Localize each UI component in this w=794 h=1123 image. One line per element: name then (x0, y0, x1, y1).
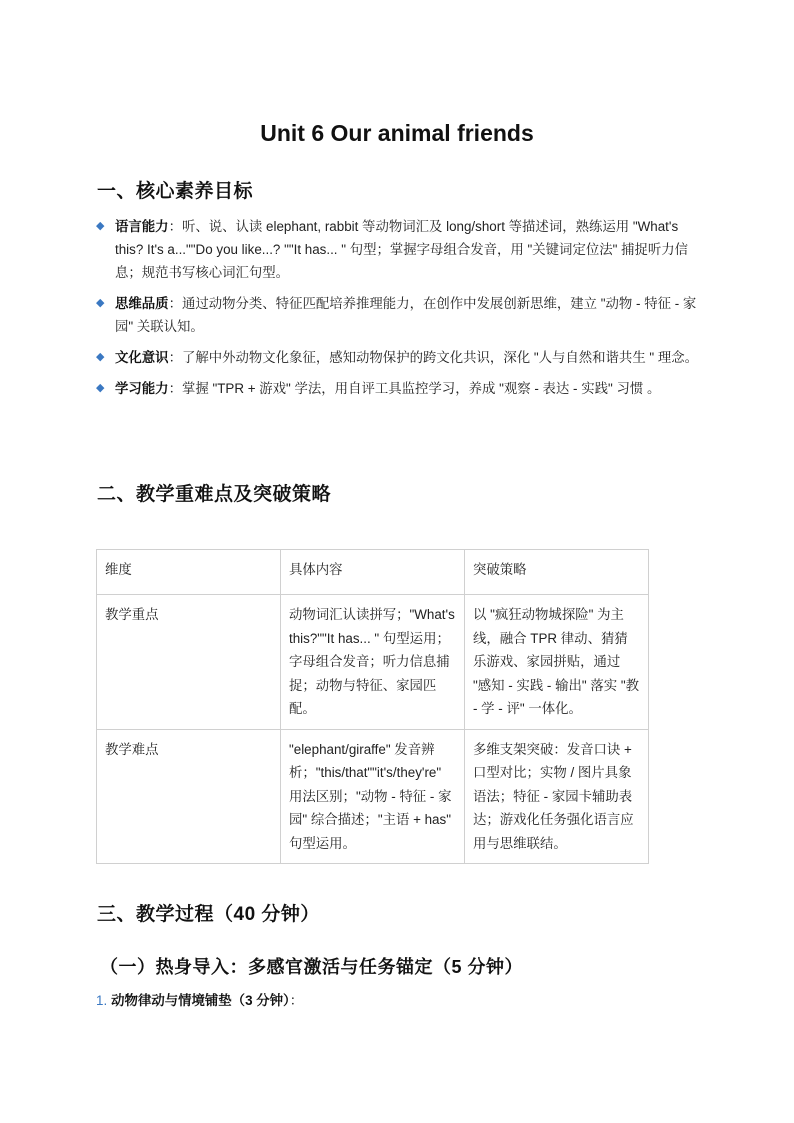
item-text: ：通过动物分类、特征匹配培养推理能力，在创作中发展创新思维，建立 "动物 - 特征 - 家园" 关联认知。 (115, 296, 697, 334)
table-header-cell: 具体内容 (281, 550, 465, 595)
item-text: ：掌握 "TPR + 游戏" 学法，用自评工具监控学习，养成 "观察 - 表达 - 实践" 习惯 。 (168, 381, 661, 396)
document-title: Unit 6 Our animal friends (260, 120, 534, 146)
bullet-icon: ◆ (96, 220, 105, 232)
table-cell: 教学重点 (97, 595, 281, 730)
list-item (96, 377, 700, 400)
bullet-icon: ◆ (96, 351, 105, 363)
numbered-item (96, 990, 303, 1012)
bullet-icon: ◆ (96, 382, 105, 394)
item-label: 语言能力 (115, 219, 169, 234)
list-item (96, 292, 700, 338)
list-item (96, 346, 700, 369)
bullet-icon: ◆ (96, 297, 105, 309)
item-number: 1. (96, 993, 108, 1008)
table-cell: 教学难点 (97, 729, 281, 864)
table-header-cell: 突破策略 (465, 550, 649, 595)
section-heading-process: 三、教学过程（40 分钟） (97, 904, 320, 925)
table-header-cell: 维度 (97, 550, 281, 595)
key-points-table (96, 549, 649, 864)
table-cell: "elephant/giraffe" 发音辨析；"this/that""it's/they're" 用法区别；"动物 - 特征 - 家园" 综合描述；"主语 + has" 句型运用。 (281, 729, 465, 864)
section-heading-key-points: 二、教学重难点及突破策略 (97, 484, 332, 505)
list-item (96, 215, 700, 284)
item-suffix: ： (289, 993, 304, 1008)
item-text: ：听、说、认读 elephant, rabbit 等动物词汇及 long/short 等描述词，熟练运用 "What's this? It's a...""Do you like...? ""It has... " 句型；掌握字母组合发音，用 "关键词定位法" 捕捉听力信息；规范书写核心词汇句型。 (115, 219, 689, 280)
item-label: 文化意识 (115, 350, 169, 365)
table-cell: 多维支架突破：发音口诀 + 口型对比；实物 / 图片具象语法；特征 - 家园卡辅助表达；游戏化任务强化语言应用与思维联结。 (465, 729, 649, 864)
item-label: 动物律动与情境铺垫（3 分钟） (111, 993, 290, 1008)
table-row (97, 729, 649, 864)
objectives-list (96, 215, 700, 408)
section-heading-objectives: 一、核心素养目标 (97, 181, 254, 202)
table-cell: 以 "疯狂动物城探险" 为主线，融合 TPR 律动、猜猜乐游戏、家园拼贴，通过 "感知 - 实践 - 输出" 落实 "教 - 学 - 评" 一体化。 (465, 595, 649, 730)
item-label: 学习能力 (115, 381, 169, 396)
item-label: 思维品质 (115, 296, 169, 311)
table-cell: 动物词汇认读拼写；"What's this?""It has... " 句型运用；字母组合发音；听力信息捕捉；动物与特征、家园匹配。 (281, 595, 465, 730)
table-header-row (97, 550, 649, 595)
subsection-heading-warmup: （一）热身导入：多感官激活与任务锚定（5 分钟） (100, 957, 524, 977)
item-text: ：了解中外动物文化象征，感知动物保护的跨文化共识，深化 "人与自然和谐共生 " 理念。 (168, 350, 699, 365)
table-row (97, 595, 649, 730)
